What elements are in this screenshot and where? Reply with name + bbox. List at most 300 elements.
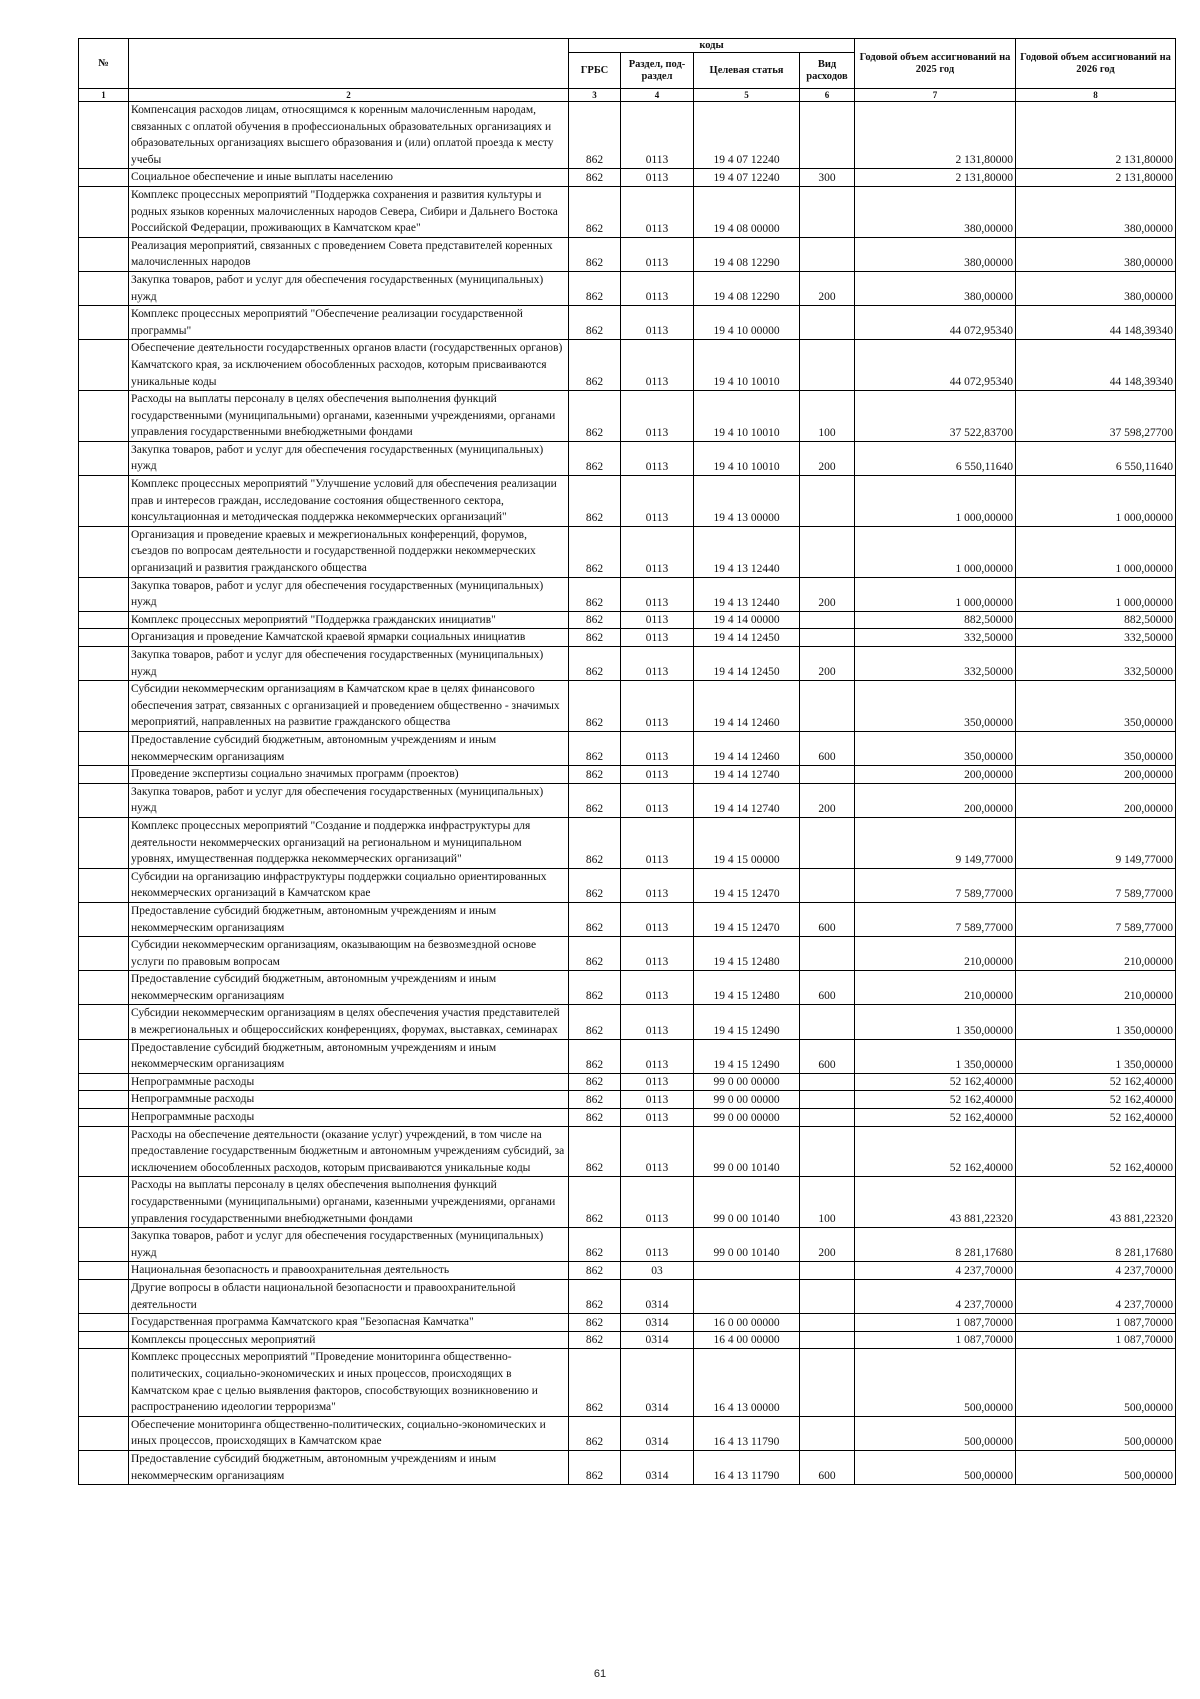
grbs-code: 862 bbox=[569, 868, 621, 902]
target-article-code: 19 4 10 10010 bbox=[694, 391, 800, 442]
section-code: 0314 bbox=[621, 1416, 694, 1450]
expense-type-code bbox=[800, 1073, 855, 1091]
expense-type-code bbox=[800, 1331, 855, 1349]
section-code: 0113 bbox=[621, 186, 694, 237]
amount-2025: 380,00000 bbox=[855, 237, 1016, 271]
row-number-cell bbox=[79, 476, 129, 527]
expense-type-code: 600 bbox=[800, 731, 855, 765]
amount-2026: 332,50000 bbox=[1016, 629, 1176, 647]
row-number-cell bbox=[79, 1349, 129, 1416]
target-article-code: 19 4 08 12290 bbox=[694, 271, 800, 305]
table-row bbox=[79, 237, 1176, 271]
row-number-cell bbox=[79, 1331, 129, 1349]
expense-type-code bbox=[800, 476, 855, 527]
target-article-code: 19 4 14 12460 bbox=[694, 681, 800, 732]
row-number-cell bbox=[79, 1262, 129, 1280]
section-code: 0113 bbox=[621, 1109, 694, 1127]
document-page bbox=[78, 38, 1175, 1485]
amount-2025: 4 237,70000 bbox=[855, 1262, 1016, 1280]
expense-name: Проведение экспертизы социально значимых программ (проектов) bbox=[129, 766, 569, 784]
amount-2025: 500,00000 bbox=[855, 1450, 1016, 1484]
amount-2025: 1 000,00000 bbox=[855, 526, 1016, 577]
target-article-code: 19 4 15 12470 bbox=[694, 902, 800, 936]
amount-2026: 380,00000 bbox=[1016, 186, 1176, 237]
section-code: 0113 bbox=[621, 577, 694, 611]
amount-2026: 500,00000 bbox=[1016, 1450, 1176, 1484]
expense-name: Расходы на обеспечение деятельности (оказание услуг) учреждений, в том числе на предоставление государственным бюджетным и автономным учреждениям субсидий, за исключением обособленных расходов, которым присваиваются уникальные коды bbox=[129, 1126, 569, 1177]
amount-2026: 37 598,27700 bbox=[1016, 391, 1176, 442]
row-number-cell bbox=[79, 340, 129, 391]
expense-type-code bbox=[800, 102, 855, 169]
expense-name: Организация и проведение краевых и межрегиональных конференций, форумов, съездов по вопросам деятельности и государственной поддержки некоммерческих организаций и развития гражданского общества bbox=[129, 526, 569, 577]
table-row bbox=[79, 868, 1176, 902]
expense-type-code bbox=[800, 766, 855, 784]
section-code: 0113 bbox=[621, 102, 694, 169]
grbs-code: 862 bbox=[569, 186, 621, 237]
amount-2025: 500,00000 bbox=[855, 1349, 1016, 1416]
amount-2026: 1 000,00000 bbox=[1016, 577, 1176, 611]
row-number-cell bbox=[79, 868, 129, 902]
column-number: 8 bbox=[1016, 89, 1176, 102]
table-row bbox=[79, 186, 1176, 237]
row-number-cell bbox=[79, 629, 129, 647]
amount-2025: 52 162,40000 bbox=[855, 1126, 1016, 1177]
amount-2025: 9 149,77000 bbox=[855, 817, 1016, 868]
grbs-code: 862 bbox=[569, 647, 621, 681]
table-row bbox=[79, 1331, 1176, 1349]
section-code: 0113 bbox=[621, 681, 694, 732]
row-number-cell bbox=[79, 902, 129, 936]
amount-2026: 2 131,80000 bbox=[1016, 102, 1176, 169]
table-row bbox=[79, 441, 1176, 475]
expense-name: Расходы на выплаты персоналу в целях обеспечения выполнения функций государственными (муниципальными) органами, казенными учреждениями, органами управления государственными внебюджетными фондами bbox=[129, 1177, 569, 1228]
expense-type-code bbox=[800, 340, 855, 391]
expense-type-code: 100 bbox=[800, 391, 855, 442]
amount-2026: 500,00000 bbox=[1016, 1416, 1176, 1450]
target-article-code: 99 0 00 00000 bbox=[694, 1091, 800, 1109]
expense-name: Закупка товаров, работ и услуг для обеспечения государственных (муниципальных) нужд bbox=[129, 271, 569, 305]
expense-type-code: 200 bbox=[800, 441, 855, 475]
row-number-cell bbox=[79, 102, 129, 169]
amount-2026: 1 350,00000 bbox=[1016, 1039, 1176, 1073]
target-article-code: 19 4 13 00000 bbox=[694, 476, 800, 527]
grbs-code: 862 bbox=[569, 271, 621, 305]
table-row bbox=[79, 611, 1176, 629]
target-article-code: 19 4 15 12480 bbox=[694, 971, 800, 1005]
grbs-code: 862 bbox=[569, 629, 621, 647]
section-code: 0113 bbox=[621, 169, 694, 187]
amount-2025: 332,50000 bbox=[855, 629, 1016, 647]
target-article-code: 19 4 14 12450 bbox=[694, 647, 800, 681]
expense-type-code bbox=[800, 1126, 855, 1177]
section-code: 0113 bbox=[621, 340, 694, 391]
grbs-code: 862 bbox=[569, 1126, 621, 1177]
row-number-cell bbox=[79, 1314, 129, 1332]
page-number: 61 bbox=[593, 1668, 607, 1680]
column-number: 1 bbox=[79, 89, 129, 102]
section-code: 0113 bbox=[621, 1073, 694, 1091]
amount-2025: 2 131,80000 bbox=[855, 169, 1016, 187]
grbs-code: 862 bbox=[569, 102, 621, 169]
table-row bbox=[79, 271, 1176, 305]
amount-2026: 44 148,39340 bbox=[1016, 340, 1176, 391]
grbs-code: 862 bbox=[569, 1005, 621, 1039]
grbs-code: 862 bbox=[569, 391, 621, 442]
section-code: 0113 bbox=[621, 731, 694, 765]
row-number-cell bbox=[79, 169, 129, 187]
grbs-code: 862 bbox=[569, 1073, 621, 1091]
expense-type-code bbox=[800, 186, 855, 237]
table-row bbox=[79, 1109, 1176, 1127]
target-article-code: 16 4 13 00000 bbox=[694, 1349, 800, 1416]
table-row bbox=[79, 1228, 1176, 1262]
grbs-code: 862 bbox=[569, 306, 621, 340]
expense-name: Обеспечение мониторинга общественно-политических, социально-экономических и иных процессов, происходящих в Камчатском крае bbox=[129, 1416, 569, 1450]
section-code: 0113 bbox=[621, 441, 694, 475]
expense-type-code bbox=[800, 937, 855, 971]
column-number: 2 bbox=[129, 89, 569, 102]
amount-2026: 2 131,80000 bbox=[1016, 169, 1176, 187]
grbs-code: 862 bbox=[569, 169, 621, 187]
table-row bbox=[79, 731, 1176, 765]
table-row bbox=[79, 306, 1176, 340]
amount-2025: 210,00000 bbox=[855, 937, 1016, 971]
amount-2026: 1 087,70000 bbox=[1016, 1331, 1176, 1349]
expense-name: Предоставление субсидий бюджетным, автономным учреждениям и иным некоммерческим организациям bbox=[129, 1039, 569, 1073]
expense-name: Комплекс процессных мероприятий "Проведение мониторинга общественно-политических, социально-экономических и иных процессов, происходящих в Камчатском крае с целью выявления факторов, способствующих возникновению и распространению идеологии терроризма" bbox=[129, 1349, 569, 1416]
expense-name: Обеспечение деятельности государственных органов власти (государственных органов) Камчатского края, за исключением обособленных расходов, которым присваиваются уникальные коды bbox=[129, 340, 569, 391]
table-row bbox=[79, 1416, 1176, 1450]
expense-type-code bbox=[800, 526, 855, 577]
table-row bbox=[79, 1450, 1176, 1484]
header-target: Целевая статья bbox=[694, 53, 800, 89]
row-number-cell bbox=[79, 391, 129, 442]
row-number-cell bbox=[79, 1450, 129, 1484]
section-code: 0113 bbox=[621, 1091, 694, 1109]
amount-2026: 1 000,00000 bbox=[1016, 526, 1176, 577]
grbs-code: 862 bbox=[569, 476, 621, 527]
grbs-code: 862 bbox=[569, 783, 621, 817]
section-code: 0113 bbox=[621, 817, 694, 868]
grbs-code: 862 bbox=[569, 731, 621, 765]
amount-2026: 1 350,00000 bbox=[1016, 1005, 1176, 1039]
amount-2025: 52 162,40000 bbox=[855, 1109, 1016, 1127]
header-grbs: ГРБС bbox=[569, 53, 621, 89]
target-article-code bbox=[694, 1279, 800, 1313]
section-code: 0113 bbox=[621, 971, 694, 1005]
header-codes: коды bbox=[569, 39, 855, 53]
section-code: 0113 bbox=[621, 937, 694, 971]
table-row bbox=[79, 1177, 1176, 1228]
expense-type-code bbox=[800, 1262, 855, 1280]
amount-2025: 52 162,40000 bbox=[855, 1073, 1016, 1091]
row-number-cell bbox=[79, 817, 129, 868]
section-code: 0314 bbox=[621, 1279, 694, 1313]
amount-2025: 6 550,11640 bbox=[855, 441, 1016, 475]
table-row bbox=[79, 817, 1176, 868]
amount-2025: 1 000,00000 bbox=[855, 577, 1016, 611]
amount-2026: 52 162,40000 bbox=[1016, 1126, 1176, 1177]
expense-name: Непрограммные расходы bbox=[129, 1073, 569, 1091]
amount-2026: 43 881,22320 bbox=[1016, 1177, 1176, 1228]
row-number-cell bbox=[79, 1177, 129, 1228]
target-article-code: 19 4 15 12470 bbox=[694, 868, 800, 902]
expense-name: Закупка товаров, работ и услуг для обеспечения государственных (муниципальных) нужд bbox=[129, 577, 569, 611]
grbs-code: 862 bbox=[569, 340, 621, 391]
section-code: 0113 bbox=[621, 647, 694, 681]
row-number-cell bbox=[79, 237, 129, 271]
amount-2025: 500,00000 bbox=[855, 1416, 1016, 1450]
expense-type-code bbox=[800, 1005, 855, 1039]
expense-name: Комплекс процессных мероприятий "Поддержка сохранения и развития культуры и родных языков коренных малочисленных народов Севера, Сибири и Дальнего Востока Российской Федерации, проживающих в Камчатском крае" bbox=[129, 186, 569, 237]
section-code: 0113 bbox=[621, 783, 694, 817]
amount-2025: 1 087,70000 bbox=[855, 1331, 1016, 1349]
amount-2025: 2 131,80000 bbox=[855, 102, 1016, 169]
grbs-code: 862 bbox=[569, 937, 621, 971]
table-row bbox=[79, 391, 1176, 442]
amount-2025: 200,00000 bbox=[855, 766, 1016, 784]
table-body bbox=[79, 102, 1176, 1485]
target-article-code: 19 4 07 12240 bbox=[694, 169, 800, 187]
row-number-cell bbox=[79, 271, 129, 305]
amount-2026: 52 162,40000 bbox=[1016, 1073, 1176, 1091]
expense-name: Комплекс процессных мероприятий "Обеспечение реализации государственной программы" bbox=[129, 306, 569, 340]
table-row bbox=[79, 526, 1176, 577]
expense-name: Организация и проведение Камчатской краевой ярмарки социальных инициатив bbox=[129, 629, 569, 647]
grbs-code: 862 bbox=[569, 1228, 621, 1262]
expense-name: Закупка товаров, работ и услуг для обеспечения государственных (муниципальных) нужд bbox=[129, 441, 569, 475]
amount-2026: 1 000,00000 bbox=[1016, 476, 1176, 527]
table-row bbox=[79, 169, 1176, 187]
table-row bbox=[79, 1262, 1176, 1280]
grbs-code: 862 bbox=[569, 1349, 621, 1416]
expense-name: Государственная программа Камчатского края "Безопасная Камчатка" bbox=[129, 1314, 569, 1332]
section-code: 0314 bbox=[621, 1314, 694, 1332]
grbs-code: 862 bbox=[569, 1331, 621, 1349]
expense-type-code bbox=[800, 611, 855, 629]
table-row bbox=[79, 1073, 1176, 1091]
expense-type-code: 600 bbox=[800, 971, 855, 1005]
row-number-cell bbox=[79, 1126, 129, 1177]
table-row bbox=[79, 902, 1176, 936]
section-code: 0113 bbox=[621, 868, 694, 902]
grbs-code: 862 bbox=[569, 817, 621, 868]
target-article-code: 19 4 15 12480 bbox=[694, 937, 800, 971]
table-row bbox=[79, 1091, 1176, 1109]
amount-2025: 380,00000 bbox=[855, 186, 1016, 237]
expense-name: Компенсация расходов лицам, относящимся к коренным малочисленным народам, связанных с оплатой обучения в профессиональных образовательных организациях и образовательных организациях высшего образования и (или) оплатой проезда к месту учебы bbox=[129, 102, 569, 169]
expense-name: Непрограммные расходы bbox=[129, 1109, 569, 1127]
target-article-code: 16 4 00 00000 bbox=[694, 1331, 800, 1349]
expense-type-code bbox=[800, 237, 855, 271]
row-number-cell bbox=[79, 1073, 129, 1091]
table-row bbox=[79, 102, 1176, 169]
column-number: 6 bbox=[800, 89, 855, 102]
amount-2026: 1 087,70000 bbox=[1016, 1314, 1176, 1332]
expense-type-code: 300 bbox=[800, 169, 855, 187]
expense-type-code: 200 bbox=[800, 783, 855, 817]
amount-2025: 43 881,22320 bbox=[855, 1177, 1016, 1228]
expense-type-code bbox=[800, 1091, 855, 1109]
expense-name: Комплексы процессных мероприятий bbox=[129, 1331, 569, 1349]
row-number-cell bbox=[79, 1005, 129, 1039]
section-code: 03 bbox=[621, 1262, 694, 1280]
table-row bbox=[79, 340, 1176, 391]
grbs-code: 862 bbox=[569, 1450, 621, 1484]
amount-2025: 7 589,77000 bbox=[855, 868, 1016, 902]
table-row bbox=[79, 629, 1176, 647]
grbs-code: 862 bbox=[569, 1314, 621, 1332]
column-number-row bbox=[79, 89, 1176, 102]
target-article-code: 99 0 00 00000 bbox=[694, 1073, 800, 1091]
expense-type-code bbox=[800, 1109, 855, 1127]
target-article-code: 99 0 00 10140 bbox=[694, 1126, 800, 1177]
expense-name: Реализация мероприятий, связанных с проведением Совета представителей коренных малочисленных народов bbox=[129, 237, 569, 271]
table-row bbox=[79, 1279, 1176, 1313]
section-code: 0113 bbox=[621, 237, 694, 271]
amount-2025: 8 281,17680 bbox=[855, 1228, 1016, 1262]
table-row bbox=[79, 1039, 1176, 1073]
amount-2025: 1 350,00000 bbox=[855, 1005, 1016, 1039]
expense-type-code: 600 bbox=[800, 902, 855, 936]
amount-2026: 44 148,39340 bbox=[1016, 306, 1176, 340]
table-row bbox=[79, 937, 1176, 971]
row-number-cell bbox=[79, 647, 129, 681]
amount-2026: 8 281,17680 bbox=[1016, 1228, 1176, 1262]
amount-2026: 380,00000 bbox=[1016, 237, 1176, 271]
target-article-code: 19 4 14 12450 bbox=[694, 629, 800, 647]
expense-name: Расходы на выплаты персоналу в целях обеспечения выполнения функций государственными (муниципальными) органами, казенными учреждениями, органами управления государственными внебюджетными фондами bbox=[129, 391, 569, 442]
expense-type-code bbox=[800, 1416, 855, 1450]
expense-name: Субсидии некоммерческим организациям в целях обеспечения участия представителей в межрегиональных и общероссийских конференциях, форумах, выставках, семинарах bbox=[129, 1005, 569, 1039]
grbs-code: 862 bbox=[569, 441, 621, 475]
row-number-cell bbox=[79, 186, 129, 237]
amount-2026: 200,00000 bbox=[1016, 783, 1176, 817]
amount-2025: 1 350,00000 bbox=[855, 1039, 1016, 1073]
grbs-code: 862 bbox=[569, 577, 621, 611]
target-article-code: 19 4 10 10010 bbox=[694, 441, 800, 475]
expense-type-code bbox=[800, 868, 855, 902]
amount-2026: 7 589,77000 bbox=[1016, 868, 1176, 902]
grbs-code: 862 bbox=[569, 1416, 621, 1450]
expense-type-code bbox=[800, 1314, 855, 1332]
expense-name: Комплекс процессных мероприятий "Поддержка гражданских инициатив" bbox=[129, 611, 569, 629]
target-article-code: 99 0 00 10140 bbox=[694, 1177, 800, 1228]
expense-name: Другие вопросы в области национальной безопасности и правоохранительной деятельности bbox=[129, 1279, 569, 1313]
expense-type-code bbox=[800, 1349, 855, 1416]
expense-name: Субсидии некоммерческим организациям, оказывающим на безвозмездной основе услуги по правовым вопросам bbox=[129, 937, 569, 971]
amount-2026: 52 162,40000 bbox=[1016, 1091, 1176, 1109]
target-article-code bbox=[694, 1262, 800, 1280]
expense-type-code: 200 bbox=[800, 647, 855, 681]
section-code: 0113 bbox=[621, 391, 694, 442]
amount-2025: 350,00000 bbox=[855, 731, 1016, 765]
row-number-cell bbox=[79, 526, 129, 577]
section-code: 0113 bbox=[621, 1126, 694, 1177]
amount-2026: 500,00000 bbox=[1016, 1349, 1176, 1416]
table-row bbox=[79, 647, 1176, 681]
amount-2026: 350,00000 bbox=[1016, 681, 1176, 732]
amount-2026: 332,50000 bbox=[1016, 647, 1176, 681]
amount-2025: 52 162,40000 bbox=[855, 1091, 1016, 1109]
target-article-code: 16 4 13 11790 bbox=[694, 1416, 800, 1450]
row-number-cell bbox=[79, 1416, 129, 1450]
amount-2026: 882,50000 bbox=[1016, 611, 1176, 629]
grbs-code: 862 bbox=[569, 971, 621, 1005]
amount-2025: 1 000,00000 bbox=[855, 476, 1016, 527]
header-section: Раздел, под-раздел bbox=[621, 53, 694, 89]
expense-name: Комплекс процессных мероприятий "Улучшение условий для обеспечения реализации прав и интересов граждан, исследование состояния общественного сектора, консультационная и методическая поддержка некоммерческих организаций" bbox=[129, 476, 569, 527]
row-number-cell bbox=[79, 611, 129, 629]
amount-2026: 6 550,11640 bbox=[1016, 441, 1176, 475]
expense-name: Предоставление субсидий бюджетным, автономным учреждениям и иным некоммерческим организациям bbox=[129, 902, 569, 936]
section-code: 0113 bbox=[621, 306, 694, 340]
grbs-code: 862 bbox=[569, 1279, 621, 1313]
table-row bbox=[79, 1314, 1176, 1332]
table-row bbox=[79, 681, 1176, 732]
table-row bbox=[79, 1126, 1176, 1177]
grbs-code: 862 bbox=[569, 681, 621, 732]
row-number-cell bbox=[79, 577, 129, 611]
target-article-code: 19 4 08 00000 bbox=[694, 186, 800, 237]
expense-name: Непрограммные расходы bbox=[129, 1091, 569, 1109]
section-code: 0314 bbox=[621, 1331, 694, 1349]
amount-2026: 380,00000 bbox=[1016, 271, 1176, 305]
target-article-code: 19 4 14 12740 bbox=[694, 766, 800, 784]
amount-2025: 350,00000 bbox=[855, 681, 1016, 732]
grbs-code: 862 bbox=[569, 1039, 621, 1073]
target-article-code: 99 0 00 10140 bbox=[694, 1228, 800, 1262]
target-article-code: 19 4 14 12740 bbox=[694, 783, 800, 817]
target-article-code: 19 4 13 12440 bbox=[694, 526, 800, 577]
amount-2026: 200,00000 bbox=[1016, 766, 1176, 784]
grbs-code: 862 bbox=[569, 766, 621, 784]
amount-2025: 200,00000 bbox=[855, 783, 1016, 817]
target-article-code: 19 4 13 12440 bbox=[694, 577, 800, 611]
section-code: 0113 bbox=[621, 1228, 694, 1262]
expense-name: Закупка товаров, работ и услуг для обеспечения государственных (муниципальных) нужд bbox=[129, 1228, 569, 1262]
target-article-code: 99 0 00 00000 bbox=[694, 1109, 800, 1127]
amount-2025: 37 522,83700 bbox=[855, 391, 1016, 442]
amount-2025: 1 087,70000 bbox=[855, 1314, 1016, 1332]
grbs-code: 862 bbox=[569, 237, 621, 271]
amount-2025: 332,50000 bbox=[855, 647, 1016, 681]
expense-name: Социальное обеспечение и иные выплаты населению bbox=[129, 169, 569, 187]
section-code: 0113 bbox=[621, 766, 694, 784]
amount-2026: 9 149,77000 bbox=[1016, 817, 1176, 868]
expense-name: Закупка товаров, работ и услуг для обеспечения государственных (муниципальных) нужд bbox=[129, 647, 569, 681]
header-2026: Годовой объем ассигнований на 2026 год bbox=[1016, 39, 1176, 89]
expense-name: Субсидии на организацию инфраструктуры поддержки социально ориентированных некоммерческих организаций в Камчатском крае bbox=[129, 868, 569, 902]
row-number-cell bbox=[79, 1091, 129, 1109]
section-code: 0113 bbox=[621, 629, 694, 647]
expense-type-code bbox=[800, 681, 855, 732]
section-code: 0314 bbox=[621, 1349, 694, 1416]
amount-2026: 4 237,70000 bbox=[1016, 1279, 1176, 1313]
section-code: 0113 bbox=[621, 526, 694, 577]
grbs-code: 862 bbox=[569, 1177, 621, 1228]
grbs-code: 862 bbox=[569, 1262, 621, 1280]
amount-2026: 210,00000 bbox=[1016, 971, 1176, 1005]
row-number-cell bbox=[79, 1109, 129, 1127]
expense-name: Закупка товаров, работ и услуг для обеспечения государственных (муниципальных) нужд bbox=[129, 783, 569, 817]
amount-2026: 350,00000 bbox=[1016, 731, 1176, 765]
table-row bbox=[79, 1005, 1176, 1039]
section-code: 0113 bbox=[621, 1177, 694, 1228]
grbs-code: 862 bbox=[569, 902, 621, 936]
target-article-code: 16 4 13 11790 bbox=[694, 1450, 800, 1484]
target-article-code: 16 0 00 00000 bbox=[694, 1314, 800, 1332]
